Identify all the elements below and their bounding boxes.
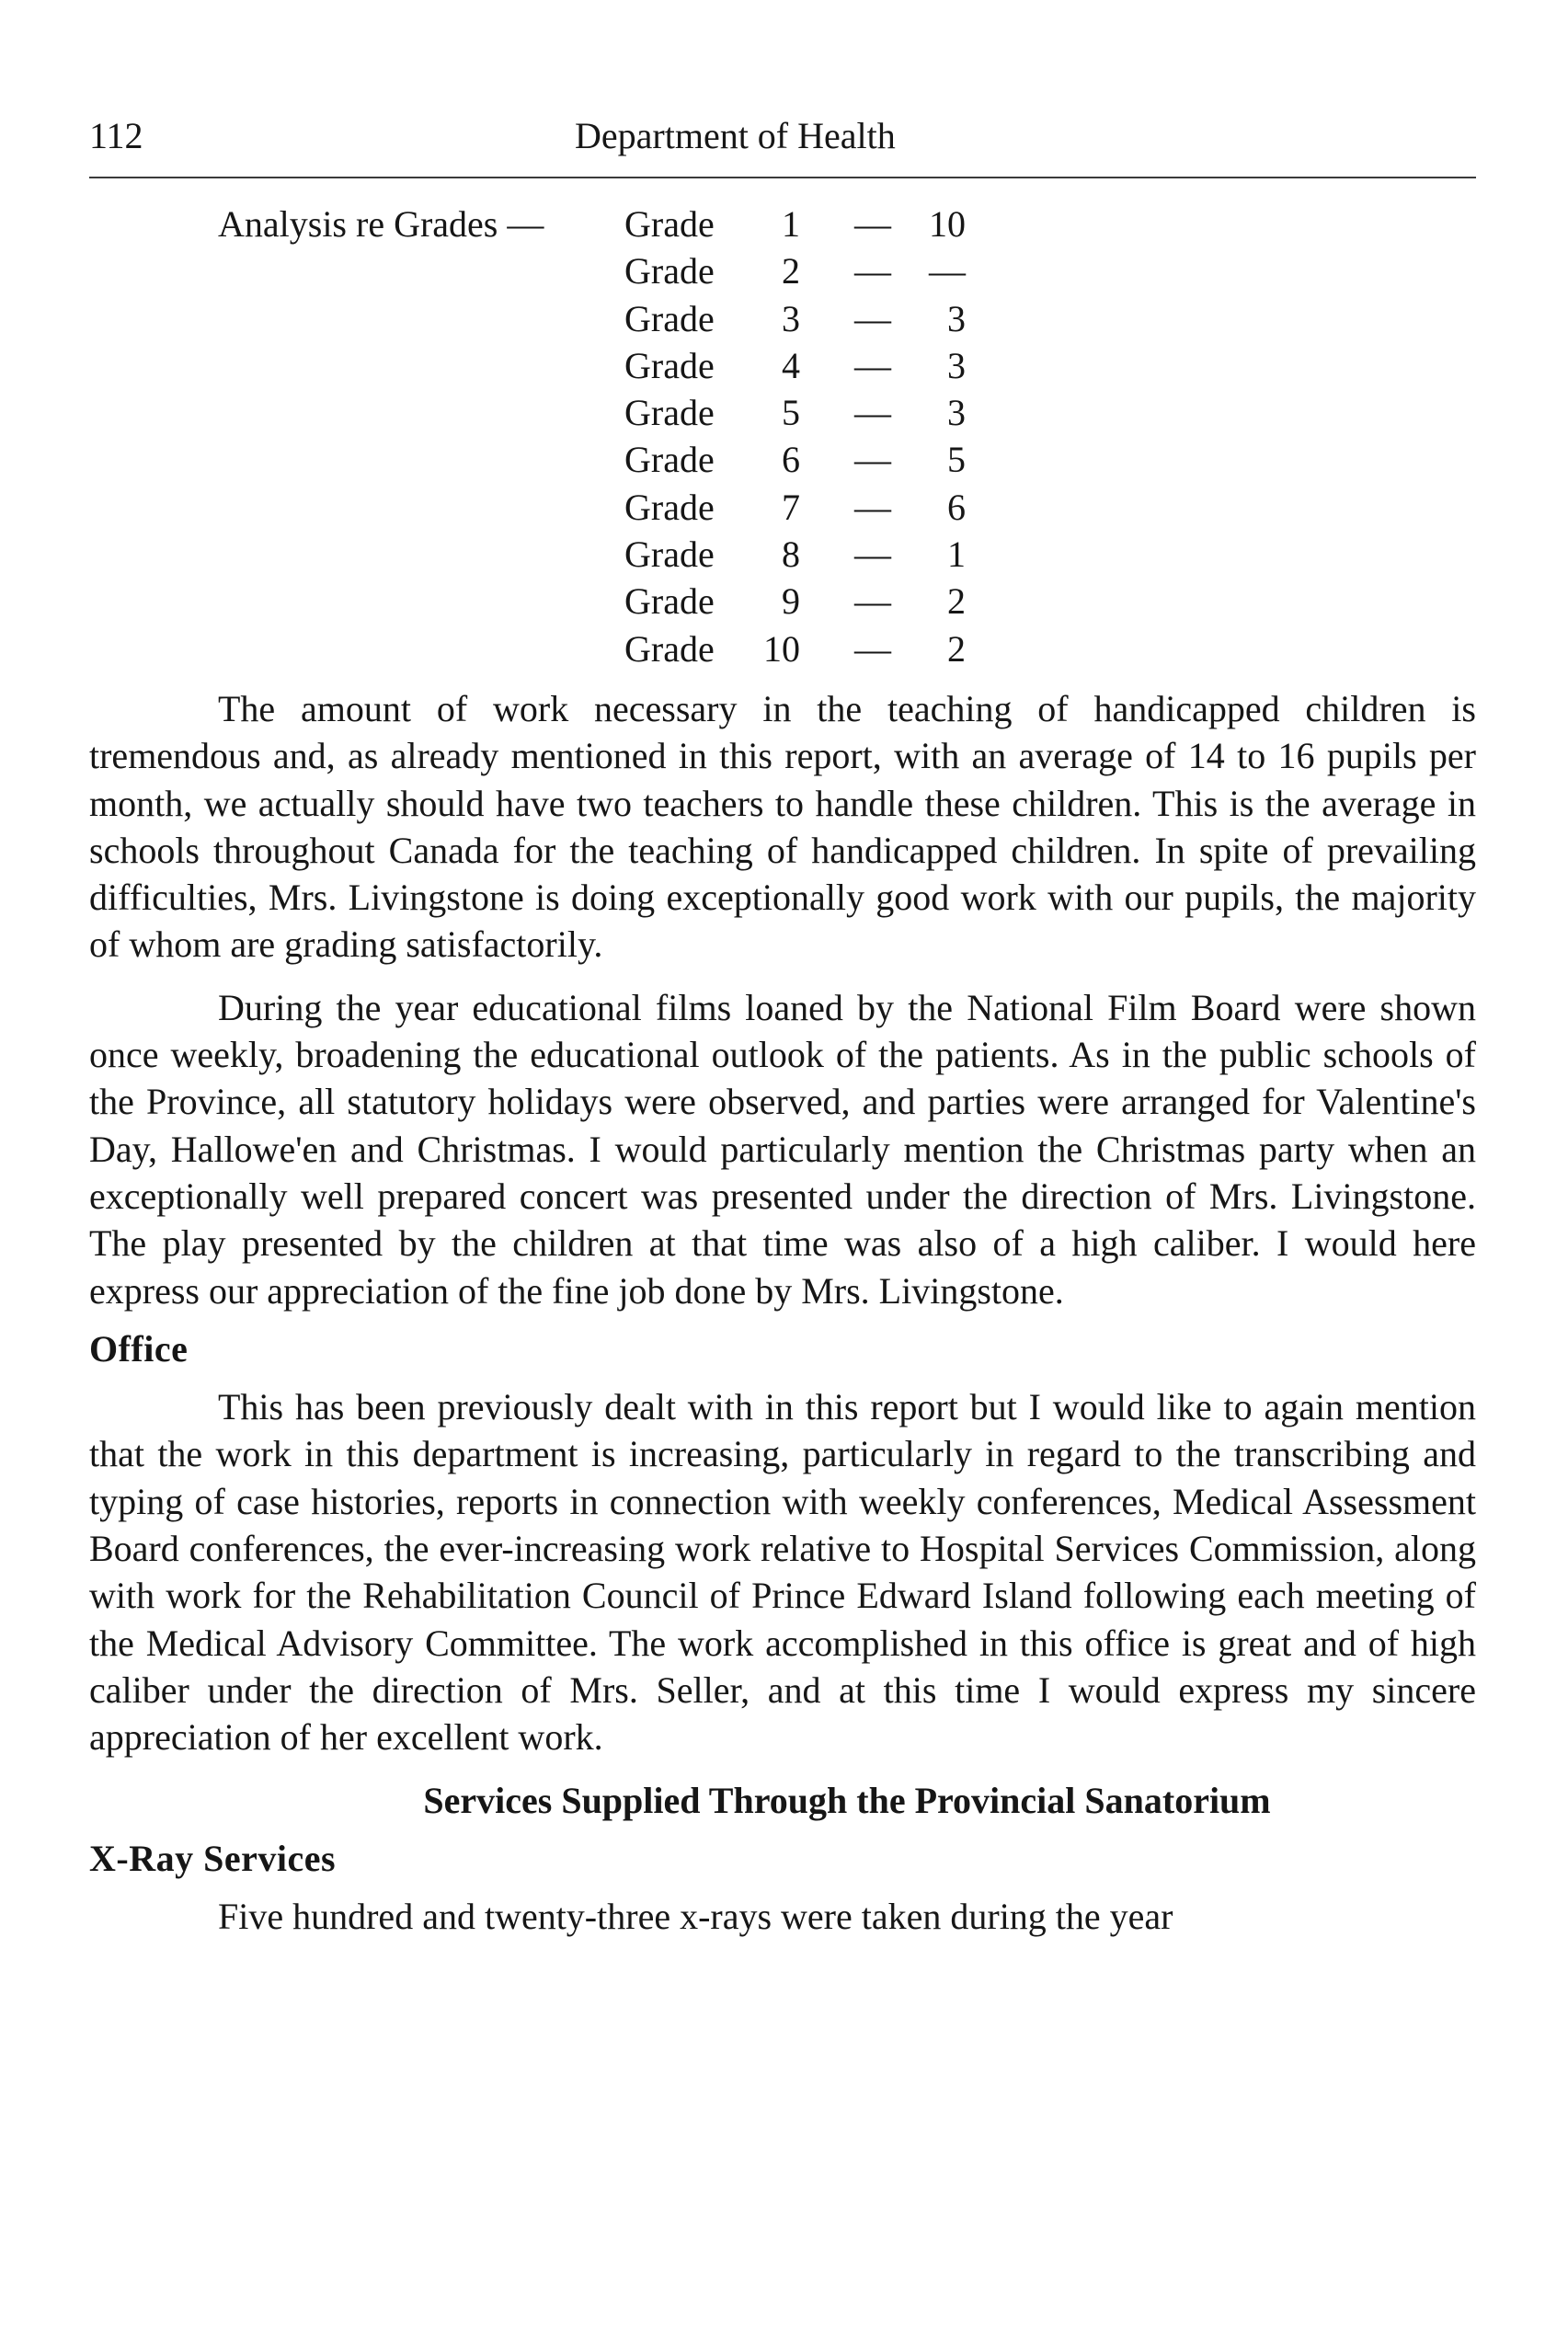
grade-number: 2 — [782, 250, 800, 292]
grade-number: 7 — [782, 486, 800, 528]
grade-count: 1 — [947, 533, 966, 576]
grade-row — [0, 201, 1568, 247]
grade-number: 10 — [763, 627, 800, 670]
running-title: Department of Health — [575, 115, 896, 156]
xray-heading: X-Ray Services — [89, 1837, 337, 1879]
header-rule — [89, 177, 1476, 178]
grade-label: Grade — [624, 392, 715, 434]
grade-row — [0, 389, 1568, 436]
grade-analysis-table — [0, 201, 1568, 672]
grade-count: 2 — [947, 627, 966, 670]
grade-count: 6 — [947, 486, 966, 528]
paragraph-educational-films: During the year educational films loaned by the National Film Board were shown once weekly, broadening the educational outlook of the patients. As in the public schools of the Province, all statutory holidays were observed, and parties were arranged for Valentine's Day, Hallowe'en and Christmas. I would particularly mention the Christmas party when an exceptionally well prepared concert was presented under the direction of Mrs. Livingstone. The play presented by the children at that time was also of a high caliber. I would here express our appreciation of the fine job done by Mrs. Livingstone. — [89, 986, 1476, 1312]
grade-number: 6 — [782, 439, 800, 481]
grade-label: Grade — [624, 344, 715, 386]
grade-label: Grade — [624, 439, 715, 481]
grade-dash: — — [854, 203, 891, 245]
grade-dash: — — [854, 439, 891, 481]
grade-count: 3 — [947, 392, 966, 434]
grade-dash: — — [854, 392, 891, 434]
grade-count: — — [929, 250, 966, 292]
grade-label: Grade — [624, 203, 715, 245]
grade-dash: — — [854, 580, 891, 623]
grade-dash: — — [854, 344, 891, 386]
grade-label: Grade — [624, 297, 715, 339]
grade-row — [0, 247, 1568, 294]
grade-count: 10 — [929, 203, 966, 245]
body-text — [89, 685, 1476, 1940]
grade-analysis-intro: Analysis re Grades — — [218, 203, 544, 245]
grade-label: Grade — [624, 250, 715, 292]
grade-number: 8 — [782, 533, 800, 576]
grade-label: Grade — [624, 580, 715, 623]
grade-label: Grade — [624, 486, 715, 528]
grade-number: 1 — [782, 203, 800, 245]
grade-dash: — — [854, 486, 891, 528]
office-heading: Office — [89, 1327, 189, 1370]
grade-label: Grade — [624, 627, 715, 670]
grade-count: 5 — [947, 439, 966, 481]
paragraph-xray: Five hundred and twenty-three x-rays were taken during the year — [218, 1896, 1173, 1938]
grade-number: 4 — [782, 344, 800, 386]
grade-number: 9 — [782, 580, 800, 623]
grade-row — [0, 342, 1568, 389]
grade-row — [0, 484, 1568, 531]
page-number: 112 — [89, 115, 143, 156]
grade-count: 3 — [947, 297, 966, 339]
grade-dash: — — [854, 533, 891, 576]
grade-label: Grade — [624, 533, 715, 576]
paragraph-office: This has been previously dealt with in this report but I would like to again mention that the work in this department is increasing, particularly in regard to the transcribing and typing of case histories, reports in connection with weekly conferences, Medical Assessment Board conferences, the ever-increasing work relative to Hospital Services Commission, along with work for the Rehabilitation Council of Prince Edward Island following each meeting of the Medical Advisory Committee. The work accomplished in this office is great and of high caliber under the direction of Mrs. Seller, and at this time I would express my sincere appreciation of her excellent work. — [89, 1386, 1476, 1759]
grade-row — [0, 531, 1568, 578]
grade-dash: — — [854, 250, 891, 292]
grade-count: 3 — [947, 344, 966, 386]
grade-number: 5 — [782, 392, 800, 434]
paragraph-handicapped-teaching: The amount of work necessary in the teaching of handicapped children is tremendous and, as already mentioned in this report, with an average of 14 to 16 pupils per month, we actually should have two teachers to handle these children. This is the average in schools throughout Canada for the teaching of handicapped children. In spite of prevailing difficulties, Mrs. Livingstone is doing exceptionally good work with our pupils, the majority of whom are grading satisfactorily. — [89, 688, 1476, 966]
services-heading: Services Supplied Through the Provincial Sanatorium — [423, 1779, 1271, 1821]
grade-dash: — — [854, 297, 891, 339]
grade-row — [0, 625, 1568, 672]
running-header — [89, 112, 1473, 160]
grade-row — [0, 436, 1568, 483]
grade-row — [0, 578, 1568, 625]
grade-row — [0, 295, 1568, 342]
grade-dash: — — [854, 627, 891, 670]
grade-count: 2 — [947, 580, 966, 623]
grade-number: 3 — [782, 297, 800, 339]
